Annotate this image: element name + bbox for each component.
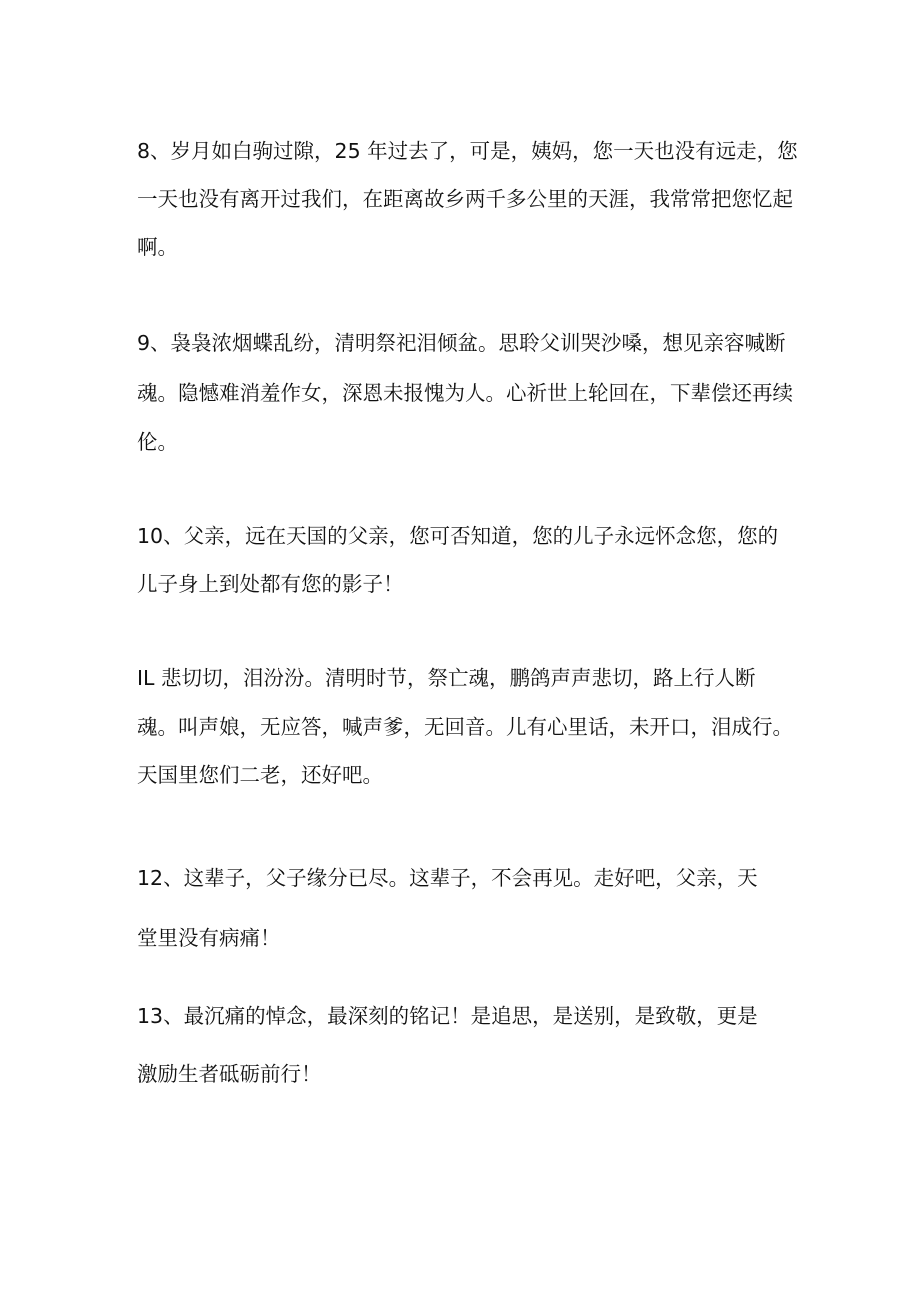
paragraph-line: 魂。隐憾难消羞作女，深恩未报愧为人。心祈世上轮回在，下辈偿还再续	[137, 381, 793, 405]
paragraph-line: 啊。	[137, 235, 178, 259]
paragraph-line: 13、最沉痛的悼念，最深刻的铭记！是追思，是送别，是致敬，更是	[137, 1004, 758, 1028]
paragraph-line: 9、袅袅浓烟蝶乱纷，清明祭祀泪倾盆。思聆父训哭沙嗓，想见亲容喊断	[137, 331, 786, 355]
paragraph-line: 儿子身上到处都有您的影子！	[137, 572, 404, 596]
paragraph-line: IL 悲切切，泪汾汾。清明时节，祭亡魂，鹏鸽声声悲切，路上行人断	[137, 666, 756, 690]
paragraph-line: 激励生者砥砺前行！	[137, 1062, 322, 1086]
paragraph-line: 天国里您们二老，还好吧。	[137, 763, 383, 787]
paragraph-line: 10、父亲，远在天国的父亲，您可否知道，您的儿子永远怀念您，您的	[137, 524, 779, 548]
paragraph-line: 一天也没有离开过我们，在距离故乡两千多公里的天涯，我常常把您忆起	[137, 187, 793, 211]
paragraph-line: 堂里没有病痛！	[137, 926, 281, 950]
paragraph-line: 魂。叫声娘，无应答，喊声爹，无回音。儿有心里话，未开口，泪成行。	[137, 715, 793, 739]
paragraph-line: 12、这辈子，父子缘分已尽。这辈子，不会再见。走好吧，父亲，天	[137, 866, 758, 890]
paragraph-line: 8、岁月如白驹过隙，25 年过去了，可是，姨妈，您一天也没有远走，您	[137, 139, 798, 163]
paragraph-line: 伦。	[137, 430, 178, 454]
